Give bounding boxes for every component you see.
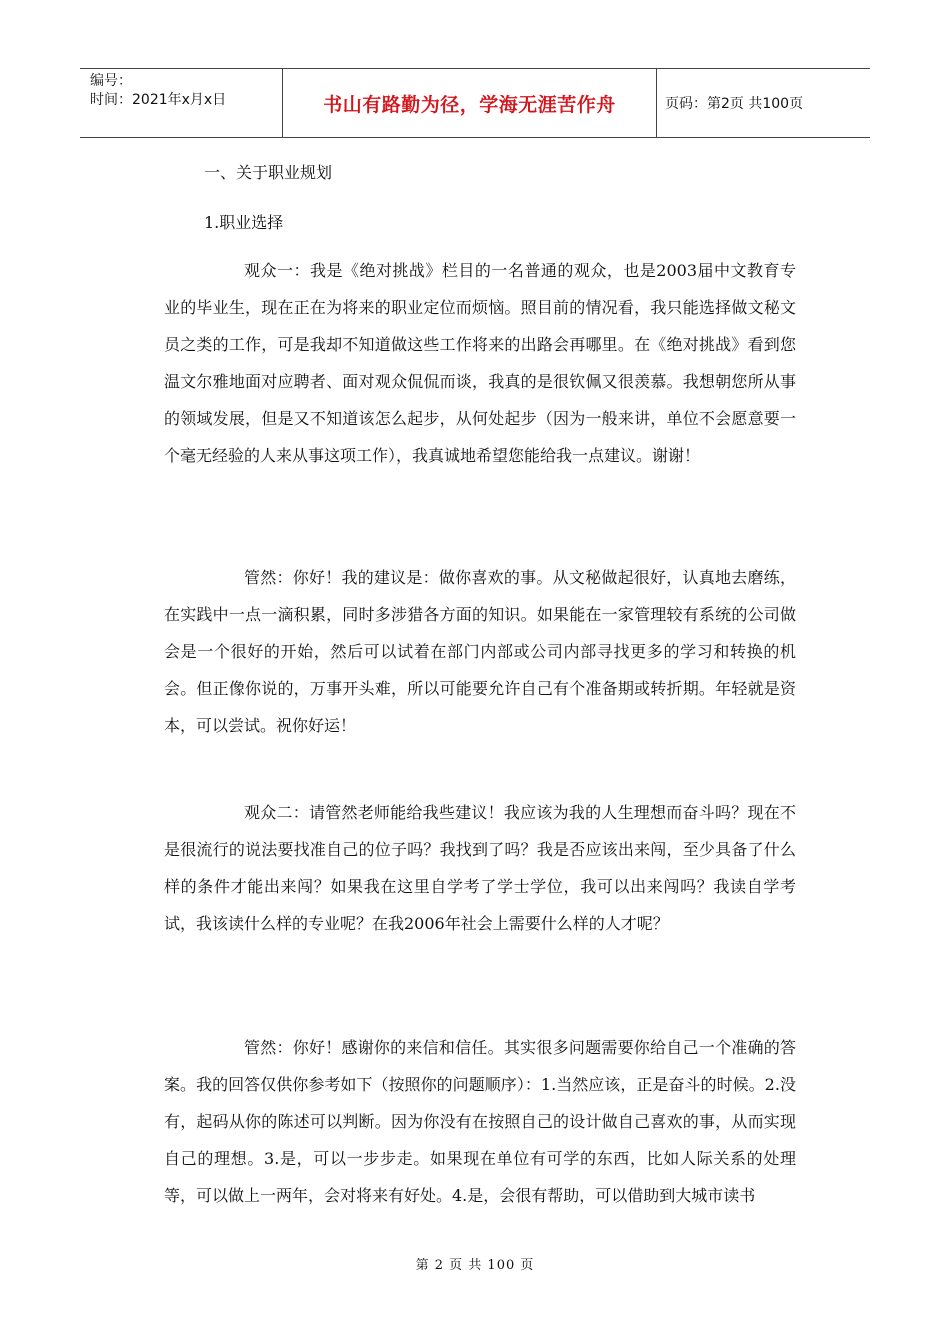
page-footer: 第 2 页 共 100 页 — [415, 1258, 535, 1273]
header-meta — [80, 69, 282, 137]
section-title: 一、关于职业规划 — [204, 163, 333, 182]
paragraph-viewer-two: 观众二：请管然老师能给我些建议！我应该为我的人生理想而奋斗吗？现在不是很流行的说法要找准自己的位子吗？我找到了吗？我是否应该出来闯，至少具备了什么样的条件才能出来闯？如果我在这里自学考了学士学位，我可以出来闯吗？我读自学考试，我该读什么样的专业呢？在我2006年社会上需要什么样的人才呢？ — [164, 803, 796, 933]
document-date-label: 时间：2021年x月x日 — [90, 92, 227, 108]
header-page-info: 页码：第2页 共100页 — [665, 96, 804, 112]
paragraph-reply-one: 管然：你好！我的建议是：做你喜欢的事。从文秘做起很好，认真地去磨练，在实践中一点一滴积累，同时多涉猎各方面的知识。如果能在一家管理较有系统的公司做会是一个很好的开始，然后可以试着在部门内部或公司内部寻找更多的学习和转换的机会。但正像你说的，万事开头难，所以可能要允许自己有个准备期或转折期。年轻就是资本，可以尝试。祝你好运！ — [164, 568, 796, 735]
page-header — [80, 68, 870, 138]
paragraph-viewer-one: 观众一：我是《绝对挑战》栏目的一名普通的观众，也是2003届中文教育专业的毕业生，现在正在为将来的职业定位而烦恼。照目前的情况看，我只能选择做文秘文员之类的工作，可是我却不知道做这些工作将来的出路会再哪里。在《绝对挑战》看到您温文尔雅地面对应聘者、面对观众侃侃而谈，我真的是很钦佩又很羡慕。我想朝您所从事的领域发展，但是又不知道该怎么起步，从何处起步（因为一般来讲，单位不会愿意要一个毫无经验的人来从事这项工作），我真诚地希望您能给我一点建议。谢谢！ — [164, 261, 796, 465]
subsection-title: 1.职业选择 — [204, 213, 284, 232]
paragraph-reply-two: 管然：你好！感谢你的来信和信任。其实很多问题需要你给自己一个准确的答案。我的回答仅供你参考如下（按照你的问题顺序）：1.当然应该，正是奋斗的时候。2.没有，起码从你的陈述可以判断。因为你没有在按照自己的设计做自己喜欢的事，从而实现自己的理想。3.是，可以一步步走。如果现在单位有可学的东西，比如人际关系的处理等，可以做上一两年，会对将来有好处。4.是，会很有帮助，可以借助到大城市读书 — [164, 1038, 796, 1205]
document-number-label: 编号： — [90, 73, 132, 89]
header-motto: 书山有路勤为径，学海无涯苦作舟 — [282, 69, 657, 137]
